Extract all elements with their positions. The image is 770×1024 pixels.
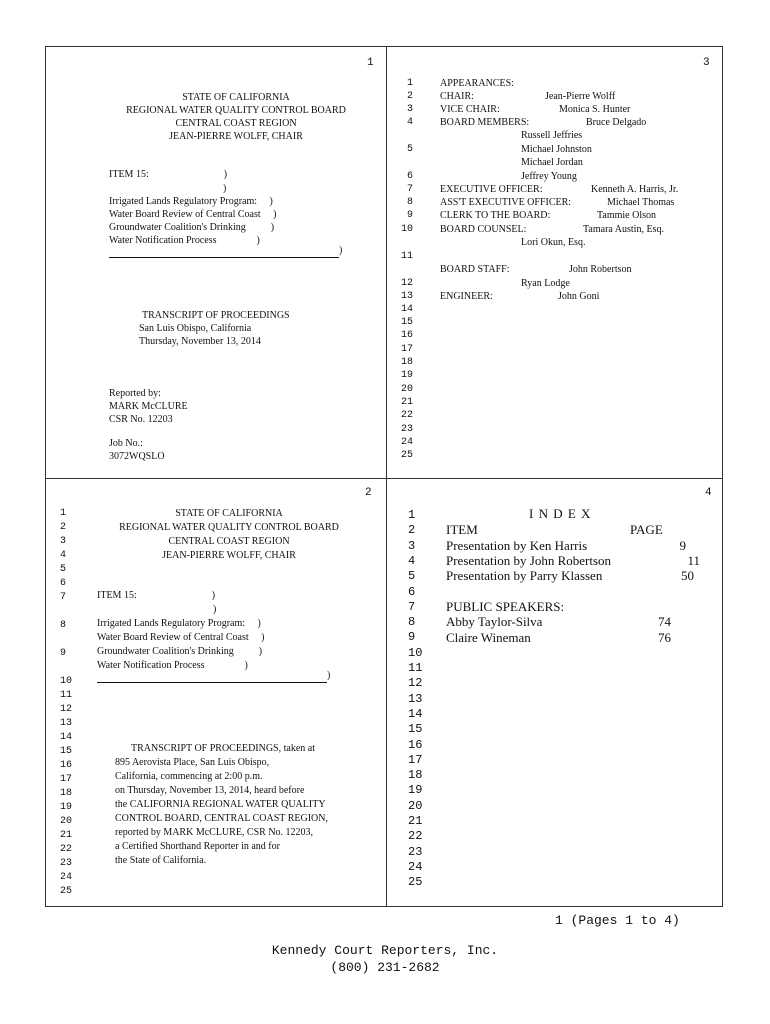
line-number: 25 [408, 875, 423, 890]
line-number: 16 [408, 737, 423, 752]
speaker-page: 76 [658, 630, 671, 645]
footer-pages: 1 (Pages 1 to 4) [555, 913, 680, 928]
line-number: 1 [406, 78, 413, 89]
line-number: 4 [408, 553, 416, 568]
appearance-role: BOARD COUNSEL: [440, 224, 527, 235]
job-line: 3072WQSLO [109, 451, 165, 462]
line-number: 25 [60, 886, 73, 897]
line-number: 16 [60, 760, 73, 771]
reporter-line: MARK McCLURE [109, 401, 188, 412]
line-number: 19 [401, 370, 414, 381]
header-line: JEAN-PIERRE WOLFF, CHAIR [169, 131, 303, 142]
transcript-line: a Certified Shorthand Reporter in and for [115, 841, 280, 852]
line-number: 2 [406, 91, 413, 102]
line-number: 17 [408, 752, 423, 767]
appearance-role: VICE CHAIR: [440, 104, 500, 115]
line-number: 16 [401, 330, 414, 341]
line-number: 5 [406, 144, 413, 155]
transcript-line: the CALIFORNIA REGIONAL WATER QUALITY [115, 799, 326, 810]
line-number: 17 [401, 344, 414, 355]
appearance-name: Russell Jeffries [521, 130, 583, 141]
line-number: 15 [408, 722, 423, 737]
line-number: 25 [401, 450, 414, 461]
appearance-name: Michael Johnston [521, 144, 592, 155]
header-line: REGIONAL WATER QUALITY CONTROL BOARD [126, 105, 346, 116]
caption-paren: ) [223, 183, 227, 194]
page-number: 2 [365, 487, 372, 499]
line-number: 2 [408, 523, 416, 538]
index-entry-page: 9 [679, 538, 686, 553]
header-line: STATE OF CALIFORNIA [175, 508, 283, 519]
index-entry-label: Presentation by John Robertson [446, 553, 612, 568]
caption-line: Water Board Review of Central Coast ) [97, 632, 265, 643]
appearance-name: Lori Okun, Esq. [521, 237, 586, 248]
transcript-line: reported by MARK McCLURE, CSR No. 12203, [115, 827, 314, 838]
transcript-location: San Luis Obispo, California [139, 323, 252, 334]
line-number: 10 [408, 645, 423, 660]
caption-rule: ) [109, 244, 342, 258]
line-number: 4 [406, 117, 413, 128]
line-number: 6 [406, 171, 413, 182]
header-line: STATE OF CALIFORNIA [182, 92, 290, 103]
appearance-name: Michael Jordan [521, 157, 583, 168]
line-number: 22 [60, 844, 73, 855]
transcript-line: TRANSCRIPT OF PROCEEDINGS, taken at [131, 743, 315, 754]
transcript-line: on Thursday, November 13, 2014, heard before [115, 785, 305, 796]
line-number: 18 [401, 357, 414, 368]
transcript-line: 895 Aerovista Place, San Luis Obispo, [115, 757, 270, 768]
caption-line: Water Board Review of Central Coast ) [109, 209, 277, 220]
line-number: 23 [60, 858, 73, 869]
reporter-line: Reported by: [109, 388, 161, 399]
appearance-name: Ryan Lodge [521, 278, 570, 289]
header-line: CENTRAL COAST REGION [175, 118, 297, 129]
appearance-name: Bruce Delgado [586, 117, 647, 128]
caption-line: Water Notification Process ) [97, 660, 248, 671]
caption-line: Irrigated Lands Regulatory Program: ) [97, 618, 261, 629]
line-number: 23 [401, 424, 414, 435]
appearance-name: Jeffrey Young [521, 171, 577, 182]
line-number: 13 [401, 291, 414, 302]
appearance-role: ASS'T EXECUTIVE OFFICER: [440, 197, 572, 208]
line-number: 9 [408, 630, 416, 645]
caption-paren: ) [213, 604, 217, 615]
page-number: 3 [703, 57, 710, 69]
appearance-name: John Goni [558, 291, 600, 302]
line-number: 24 [408, 859, 423, 874]
appearance-name: John Robertson [569, 264, 632, 275]
line-number: 18 [60, 788, 73, 799]
line-number: 12 [408, 676, 423, 691]
caption-rule: ) [97, 669, 330, 683]
line-number: 24 [401, 437, 414, 448]
line-number: 3 [60, 536, 67, 547]
line-number: 7 [60, 592, 67, 603]
page-number: 1 [367, 57, 374, 69]
appearance-name: Monica S. Hunter [559, 104, 631, 115]
line-number: 6 [408, 584, 416, 599]
line-number: 10 [401, 224, 414, 235]
index-col-page: PAGE [630, 522, 663, 537]
line-number: 11 [408, 661, 423, 675]
line-number: 23 [408, 844, 423, 859]
line-number: 20 [60, 816, 73, 827]
line-number: 9 [406, 210, 413, 221]
item-line: ITEM 15: ) [109, 169, 228, 180]
line-number: 7 [406, 184, 413, 195]
line-number: 4 [60, 550, 67, 561]
line-number: 14 [60, 732, 73, 743]
transcript-line: California, commencing at 2:00 p.m. [115, 771, 263, 782]
line-number: 7 [408, 599, 416, 614]
line-number: 2 [60, 522, 67, 533]
index-entry-page: 11 [687, 553, 700, 568]
line-number: 21 [401, 397, 414, 408]
line-number: 18 [408, 768, 423, 783]
row-divider [46, 478, 722, 479]
line-number: 1 [60, 508, 67, 519]
appearance-role: APPEARANCES: [440, 78, 514, 89]
appearance-role: CHAIR: [440, 91, 474, 102]
speaker-page: 74 [658, 614, 671, 629]
appearance-name: Jean-Pierre Wolff [545, 91, 616, 102]
line-number: 19 [408, 783, 423, 798]
page-number: 4 [705, 487, 712, 499]
header-line: REGIONAL WATER QUALITY CONTROL BOARD [119, 522, 339, 533]
line-number: 15 [60, 746, 73, 757]
speaker-label: Claire Wineman [446, 630, 531, 645]
line-number: 22 [401, 410, 414, 421]
line-number: 11 [60, 690, 73, 701]
transcript-line: the State of California. [115, 855, 207, 866]
line-number: 9 [60, 648, 67, 659]
line-number: 8 [60, 620, 67, 631]
line-number: 12 [401, 278, 414, 289]
line-number: 5 [60, 564, 67, 575]
line-number: 24 [60, 872, 73, 883]
transcript-page-grid [45, 46, 723, 907]
line-number: 15 [401, 317, 414, 328]
header-line: CENTRAL COAST REGION [168, 536, 290, 547]
line-number: 10 [60, 676, 73, 687]
line-number: 11 [401, 251, 414, 262]
index-title: I N D E X [529, 506, 592, 521]
reporter-line: CSR No. 12203 [109, 414, 173, 425]
line-number: 8 [408, 615, 416, 630]
speaker-label: Abby Taylor-Silva [446, 614, 543, 629]
line-number: 14 [401, 304, 414, 315]
index-col-item: ITEM [446, 522, 478, 537]
index-entry-label: Presentation by Ken Harris [446, 538, 588, 553]
transcript-title: TRANSCRIPT OF PROCEEDINGS [142, 310, 290, 321]
appearance-role: BOARD MEMBERS: [440, 117, 530, 128]
index-entry-page: 50 [681, 568, 694, 583]
line-number: 3 [406, 104, 413, 115]
item-line: ITEM 15: ) [97, 590, 216, 601]
appearance-name: Tammie Olson [597, 210, 657, 221]
appearance-name: Michael Thomas [607, 197, 675, 208]
footer-phone: (800) 231-2682 [330, 960, 440, 975]
appearance-role: CLERK TO THE BOARD: [440, 210, 551, 221]
caption-line: Groundwater Coalition's Drinking ) [109, 222, 275, 233]
caption-line: Irrigated Lands Regulatory Program: ) [109, 196, 273, 207]
line-number: 20 [401, 384, 414, 395]
index-entry-label: Presentation by Parry Klassen [446, 568, 603, 583]
caption-line: Groundwater Coalition's Drinking ) [97, 646, 263, 657]
line-number: 17 [60, 774, 73, 785]
transcript-date: Thursday, November 13, 2014 [139, 336, 261, 347]
appearance-role: BOARD STAFF: [440, 264, 510, 275]
line-number: 14 [408, 706, 423, 721]
appearance-role: EXECUTIVE OFFICER: [440, 184, 543, 195]
speakers-heading: PUBLIC SPEAKERS: [446, 599, 565, 614]
footer-company: Kennedy Court Reporters, Inc. [271, 943, 499, 958]
header-line: JEAN-PIERRE WOLFF, CHAIR [162, 550, 296, 561]
line-number: 8 [406, 197, 413, 208]
line-number: 19 [60, 802, 73, 813]
transcript-line: CONTROL BOARD, CENTRAL COAST REGION, [115, 813, 328, 824]
job-line: Job No.: [109, 438, 143, 449]
line-number: 22 [408, 829, 423, 844]
line-number: 13 [408, 691, 423, 706]
line-number: 3 [408, 538, 416, 553]
line-number: 20 [408, 798, 423, 813]
line-number: 13 [60, 718, 73, 729]
line-number: 6 [60, 578, 67, 589]
appearance-name: Kenneth A. Harris, Jr. [591, 184, 679, 195]
line-number: 21 [408, 814, 423, 828]
line-number: 21 [60, 830, 73, 841]
column-divider [386, 47, 387, 906]
line-number: 5 [408, 569, 416, 584]
line-number: 12 [60, 704, 73, 715]
line-number: 1 [408, 508, 416, 522]
appearance-name: Tamara Austin, Esq. [583, 224, 664, 235]
appearance-role: ENGINEER: [440, 291, 493, 302]
caption-line: Water Notification Process ) [109, 235, 260, 246]
